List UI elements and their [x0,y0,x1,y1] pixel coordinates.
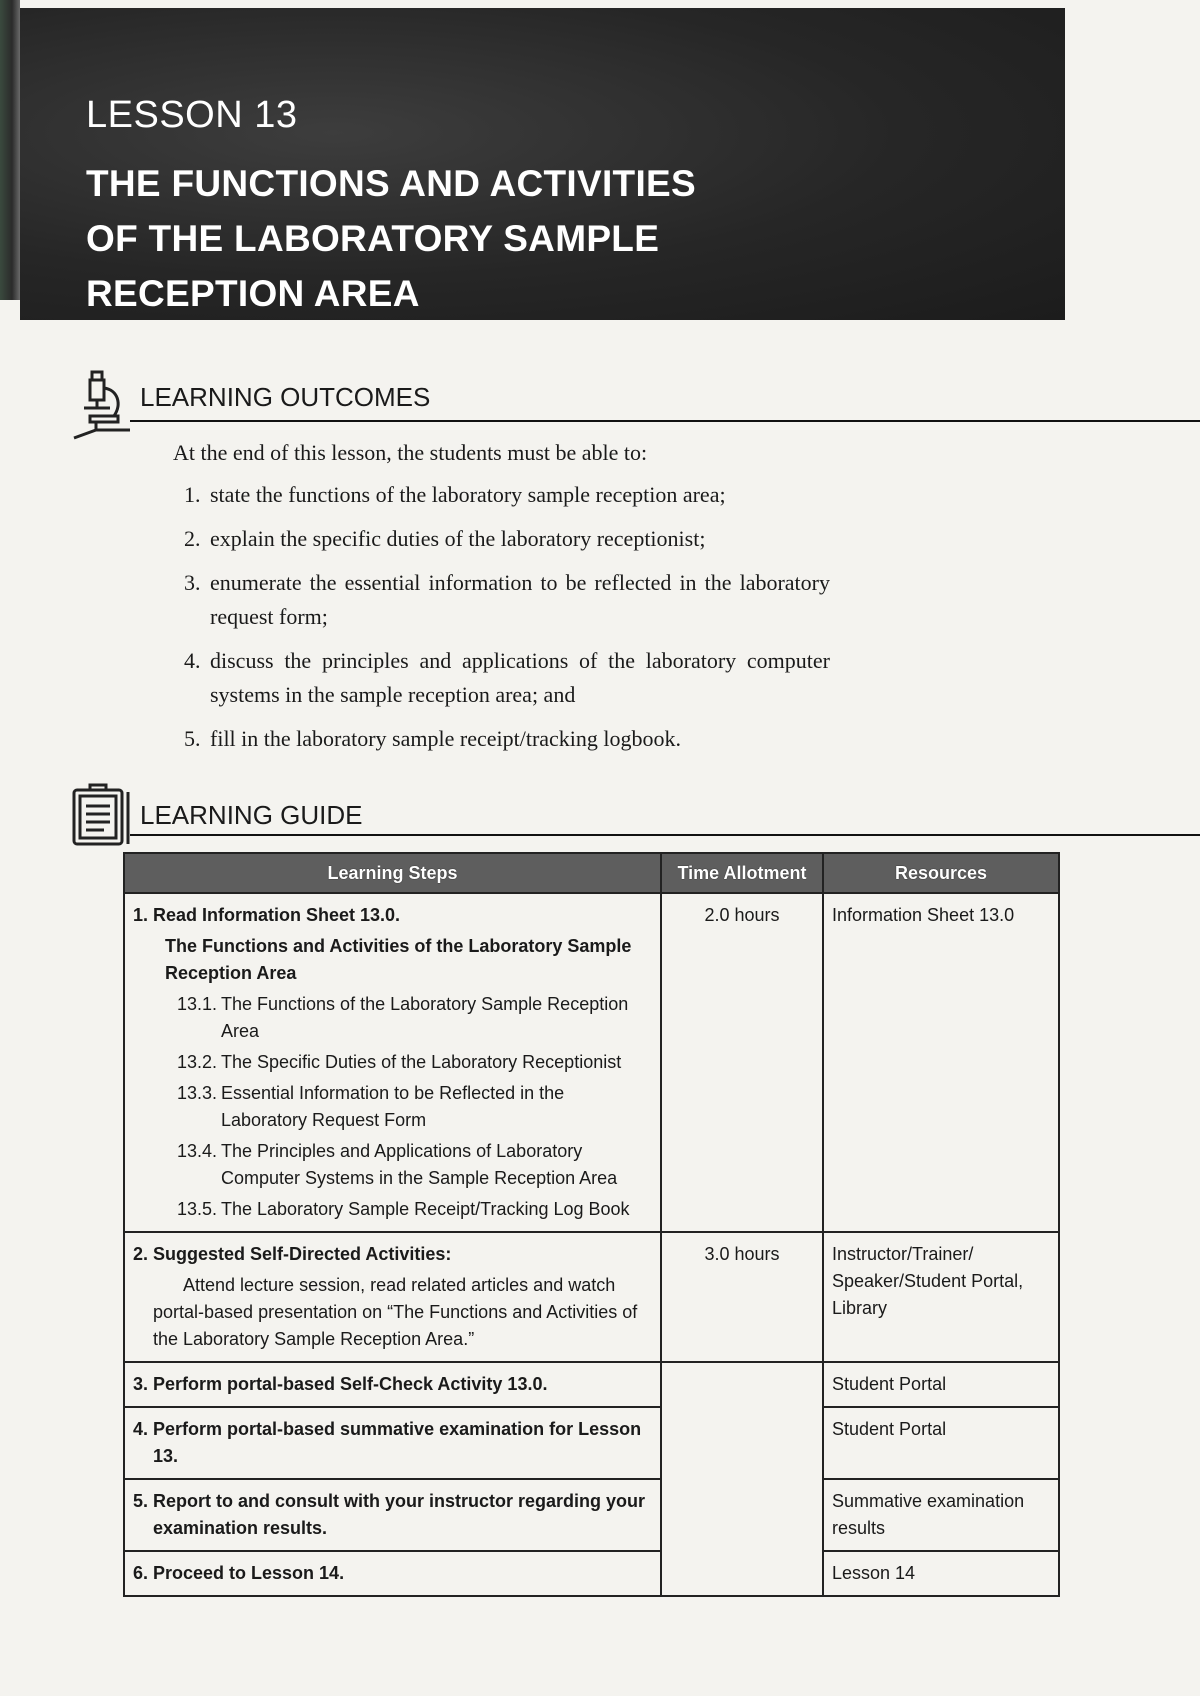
substep [133,991,652,1045]
learning-step-cell [124,1407,661,1479]
lesson-header-banner [20,8,1065,320]
substep-number: 13.1. [176,994,217,1014]
lesson-title-line: THE FUNCTIONS AND ACTIVITIES [86,163,696,204]
microscope-icon [70,368,136,442]
substep [133,1138,652,1192]
learning-guide-header [70,782,1200,842]
learning-step-cell [124,1232,661,1362]
step-text: Perform portal-based summative examination for Lesson 13. [153,1419,642,1466]
learning-step-cell [124,1551,661,1596]
list-item-text: enumerate the essential information to be reflected in the laboratory request form; [210,570,830,629]
list-item-text: explain the specific duties of the laboratory receptionist; [210,526,706,551]
resources-cell: Information Sheet 13.0 [823,893,1059,1232]
list-item-number: 1. [184,482,201,507]
step-number: 4. [133,1419,149,1439]
step-title [133,1416,652,1470]
column-header-resources: Resources [823,853,1059,893]
resources-cell: Instructor/Trainer/ Speaker/Student Portal, Library [823,1232,1059,1362]
learning-step-cell [124,1479,661,1551]
time-allotment-cell: 3.0 hours [661,1232,823,1362]
substep-number: 13.2. [176,1052,217,1072]
substep-number: 13.4. [176,1141,217,1161]
lesson-title [86,156,846,321]
substep-text: The Laboratory Sample Receipt/Tracking Log Book [221,1199,630,1219]
substep [133,1196,652,1223]
table-header-row [124,853,1059,893]
resources-cell: Summative examination results [823,1479,1059,1551]
substep-text: Essential Information to be Reflected in the Laboratory Request Form [221,1083,565,1130]
outcomes-intro: At the end of this lesson, the students must be able to: [173,440,648,465]
lesson-title-line: RECEPTION AREA [86,273,420,314]
learning-guide-table [123,852,1060,1597]
resources-cell: Student Portal [823,1362,1059,1407]
list-item [170,566,830,634]
step-title [133,1241,652,1268]
lesson-number: LESSON 13 [86,94,298,136]
list-item-text: state the functions of the laboratory sample reception area; [210,482,726,507]
step-subtitle: The Functions and Activities of the Laboratory Sample Reception Area [165,936,632,983]
list-item-number: 3. [184,570,201,595]
section-divider [130,420,1200,422]
substep-text: The Functions of the Laboratory Sample Reception Area [221,994,629,1041]
list-item [170,522,830,556]
column-header-learning-steps: Learning Steps [124,853,661,893]
step-text: Read Information Sheet 13.0. [153,905,401,925]
list-item [170,644,830,712]
step-text: Report to and consult with your instructor regarding your examination results. [153,1491,646,1538]
step-title [133,1560,652,1587]
book-spine-edge [0,0,20,300]
substep-number: 13.5. [176,1199,217,1219]
table-row [124,1362,1059,1407]
substep-number: 13.3. [176,1083,217,1103]
table-row [124,1479,1059,1551]
step-text: Suggested Self-Directed Activities: [153,1244,452,1264]
time-allotment-cell [661,1362,823,1596]
resources-cell: Lesson 14 [823,1551,1059,1596]
substep-text: The Specific Duties of the Laboratory Receptionist [221,1052,622,1072]
substep [133,1080,652,1134]
list-item-text: discuss the principles and applications of the laboratory computer systems in the sample reception area; and [210,648,830,707]
list-item [170,478,830,512]
step-text: Proceed to Lesson 14. [153,1563,345,1583]
substep-text: The Principles and Applications of Laboratory Computer Systems in the Sample Reception Area [221,1141,618,1188]
learning-step-cell [124,1362,661,1407]
step-text: Perform portal-based Self-Check Activity 13.0. [153,1374,548,1394]
learning-step-cell [124,893,661,1232]
learning-outcomes-header [70,368,1200,428]
list-item-number: 5. [184,726,201,751]
step-title [133,902,652,929]
list-item-number: 4. [184,648,201,673]
time-allotment-cell: 2.0 hours [661,893,823,1232]
step-number: 6. [133,1563,149,1583]
learning-outcomes-heading: LEARNING OUTCOMES [140,382,431,412]
outcomes-list [170,478,830,756]
column-header-time-allotment: Time Allotment [661,853,823,893]
table-row [124,1407,1059,1479]
list-item-number: 2. [184,526,201,551]
step-number: 5. [133,1491,149,1511]
step-number: 2. [133,1244,149,1264]
resources-cell: Student Portal [823,1407,1059,1479]
table-row [124,1232,1059,1362]
step-number: 3. [133,1374,149,1394]
section-divider [130,834,1200,836]
step-number: 1. [133,905,149,925]
step-title [133,1371,652,1398]
list-item [170,722,830,756]
substep [133,1049,652,1076]
table-row [124,1551,1059,1596]
activity-description: Attend lecture session, read related articles and watch portal-based presentation on “The Functions and Activities of the Laboratory Sample Reception Area.” [153,1275,638,1349]
lesson-title-line: OF THE LABORATORY SAMPLE [86,218,660,259]
table-row [124,893,1059,1232]
learning-guide-heading: LEARNING GUIDE [140,800,363,830]
clipboard-icon [70,782,136,848]
step-title [133,1488,652,1542]
list-item-text: fill in the laboratory sample receipt/tracking logbook. [210,726,682,751]
